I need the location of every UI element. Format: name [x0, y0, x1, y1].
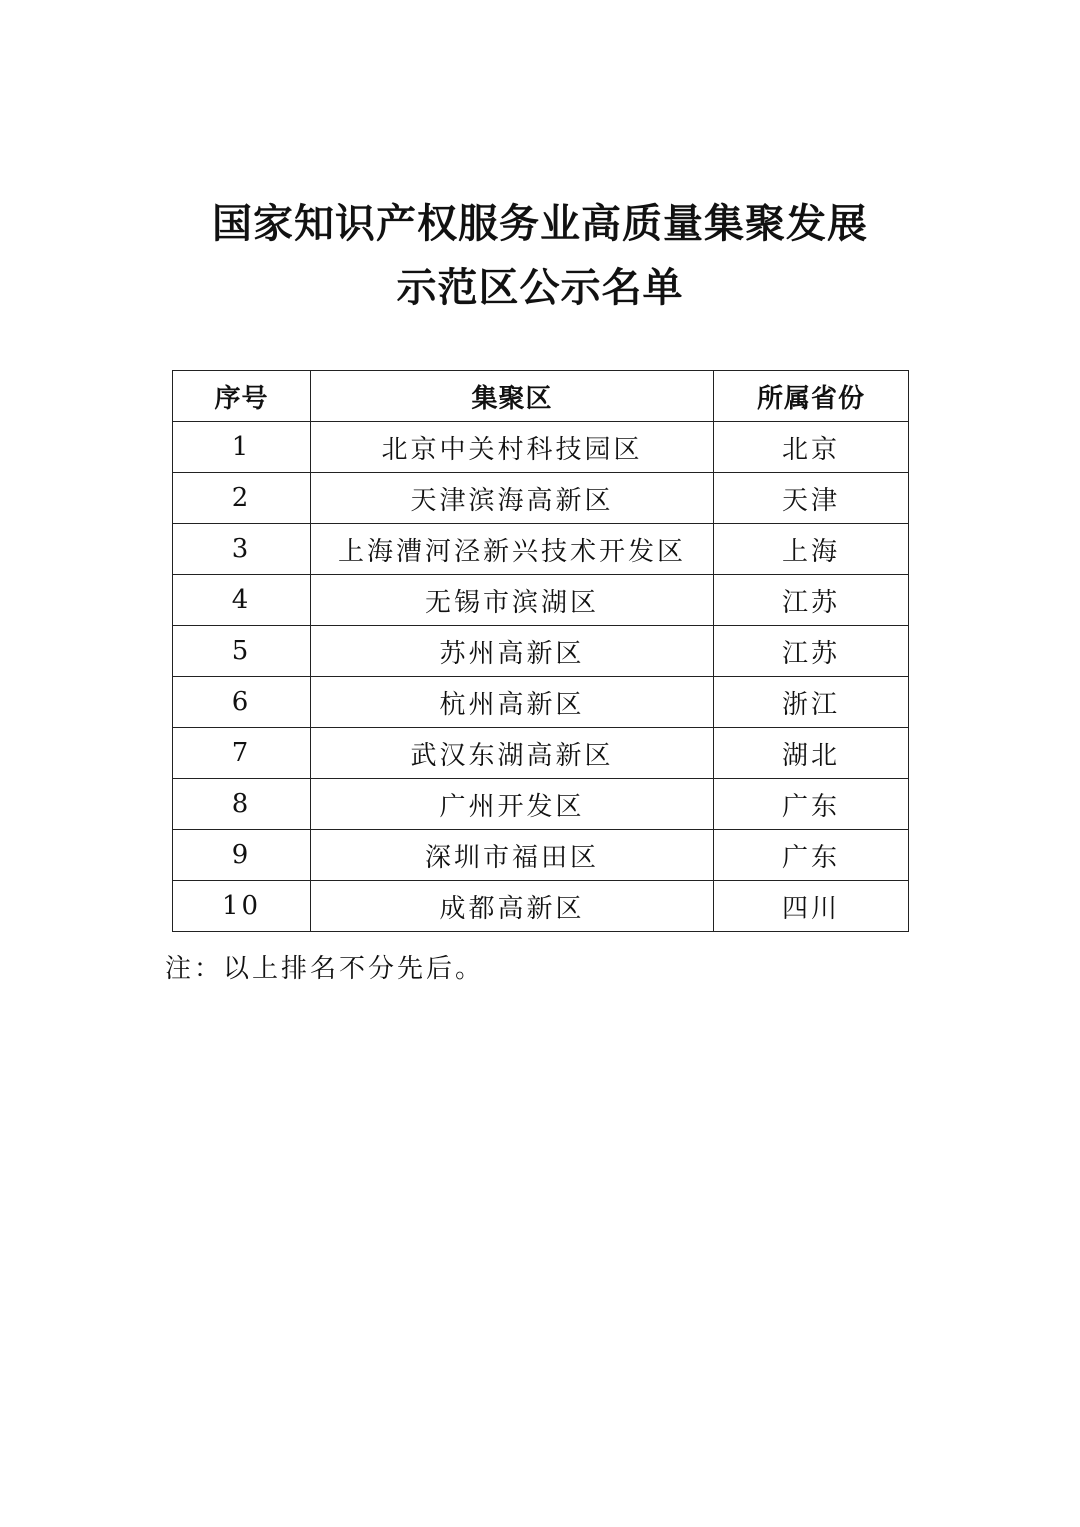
- cell-province: 江苏: [714, 626, 909, 677]
- cell-province: 浙江: [714, 677, 909, 728]
- cell-zone: 北京中关村科技园区: [311, 422, 714, 473]
- cell-zone: 武汉东湖高新区: [311, 728, 714, 779]
- cell-zone: 深圳市福田区: [311, 830, 714, 881]
- cell-province: 广东: [714, 779, 909, 830]
- cell-zone: 杭州高新区: [311, 677, 714, 728]
- cell-index: 4: [173, 575, 311, 626]
- header-index: 序号: [173, 371, 311, 422]
- cell-index: 2: [173, 473, 311, 524]
- table-row: [173, 677, 909, 728]
- table-row: [173, 575, 909, 626]
- demonstration-zone-table: [172, 370, 909, 932]
- table-header-row: [173, 371, 909, 422]
- table-row: [173, 728, 909, 779]
- cell-index: 7: [173, 728, 311, 779]
- footnote: 注：以上排名不分先后。: [165, 954, 485, 984]
- table-row: [173, 524, 909, 575]
- table-row: [173, 779, 909, 830]
- cell-province: 北京: [714, 422, 909, 473]
- table-row: [173, 626, 909, 677]
- page-title-line-2: 示范区公示名单: [396, 264, 684, 311]
- cell-zone: 上海漕河泾新兴技术开发区: [311, 524, 714, 575]
- cell-province: 湖北: [714, 728, 909, 779]
- page-title-line-1: 国家知识产权服务业高质量集聚发展: [212, 200, 868, 247]
- cell-province: 广东: [714, 830, 909, 881]
- cell-province: 四川: [714, 881, 909, 932]
- cell-index: 1: [173, 422, 311, 473]
- table-row: [173, 473, 909, 524]
- cell-province: 天津: [714, 473, 909, 524]
- cell-index: 5: [173, 626, 311, 677]
- cell-index: 9: [173, 830, 311, 881]
- cell-province: 上海: [714, 524, 909, 575]
- cell-index: 3: [173, 524, 311, 575]
- cell-province: 江苏: [714, 575, 909, 626]
- cell-zone: 成都高新区: [311, 881, 714, 932]
- cell-zone: 天津滨海高新区: [311, 473, 714, 524]
- cell-index: 6: [173, 677, 311, 728]
- header-zone: 集聚区: [311, 371, 714, 422]
- cell-index: 8: [173, 779, 311, 830]
- table-row: [173, 830, 909, 881]
- table-row: [173, 422, 909, 473]
- header-province: 所属省份: [714, 371, 909, 422]
- cell-zone: 广州开发区: [311, 779, 714, 830]
- page-title: [0, 192, 1080, 320]
- cell-zone: 苏州高新区: [311, 626, 714, 677]
- table-row: [173, 881, 909, 932]
- cell-zone: 无锡市滨湖区: [311, 575, 714, 626]
- cell-index: 10: [173, 881, 311, 932]
